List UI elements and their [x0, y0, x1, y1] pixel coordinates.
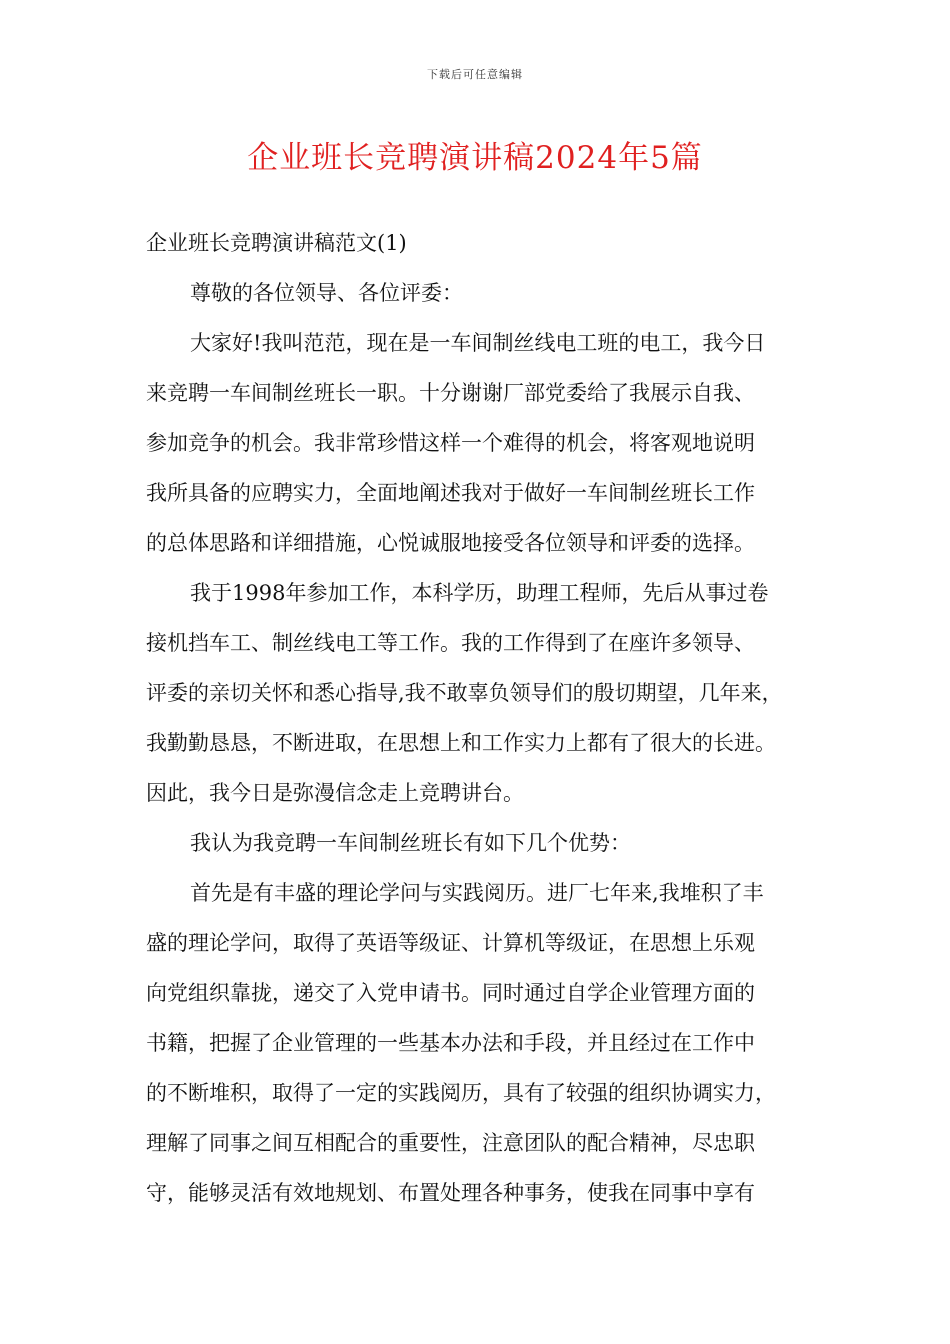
text-line: 企业班长竞聘演讲稿范文(1) [146, 231, 407, 255]
text-line: 的总体思路和详细措施，心悦诚服地接受各位领导和评委的选择。 [146, 531, 755, 555]
header-note: 下载后可任意编辑 [427, 68, 523, 81]
text-line: 尊敬的各位领导、各位评委： [190, 281, 463, 305]
text-line: 的不断堆积，取得了一定的实践阅历，具有了较强的组织协调实力， [146, 1081, 776, 1105]
text-line: 评委的亲切关怀和悉心指导,我不敢辜负领导们的殷切期望，几年来， [146, 681, 783, 705]
text-line: 向党组织靠拢，递交了入党申请书。同时通过自学企业管理方面的 [146, 981, 755, 1005]
text-line: 参加竞争的机会。我非常珍惜这样一个难得的机会，将客观地说明 [146, 431, 755, 455]
text-line: 理解了同事之间互相配合的重要性，注意团队的配合精神，尽忠职 [146, 1131, 755, 1155]
text-line: 守，能够灵活有效地规划、布置处理各种事务，使我在同事中享有 [146, 1181, 755, 1205]
document-body [146, 224, 816, 1224]
text-line: 盛的理论学问，取得了英语等级证、计算机等级证，在思想上乐观 [146, 931, 755, 955]
text-line: 大家好!我叫范范，现在是一车间制丝线电工班的电工，我今日 [190, 331, 766, 355]
text-line: 书籍，把握了企业管理的一些基本办法和手段，并且经过在工作中 [146, 1031, 755, 1055]
text-line: 接机挡车工、制丝线电工等工作。我的工作得到了在座许多领导、 [146, 631, 755, 655]
text-line: 我认为我竞聘一车间制丝班长有如下几个优势： [190, 831, 631, 855]
text-line: 来竞聘一车间制丝班长一职。十分谢谢厂部党委给了我展示自我、 [146, 381, 755, 405]
text-line: 因此，我今日是弥漫信念走上竞聘讲台。 [146, 781, 524, 805]
text-line: 我勤勤恳恳，不断进取，在思想上和工作实力上都有了很大的长进。 [146, 731, 776, 755]
document-title: 企业班长竞聘演讲稿2024年5篇 [247, 140, 703, 176]
text-line: 我于1998年参加工作，本科学历，助理工程师，先后从事过卷 [190, 581, 769, 605]
text-line: 首先是有丰盛的理论学问与实践阅历。进厂七年来,我堆积了丰 [190, 881, 764, 905]
text-line: 我所具备的应聘实力，全面地阐述我对于做好一车间制丝班长工作 [146, 481, 755, 505]
